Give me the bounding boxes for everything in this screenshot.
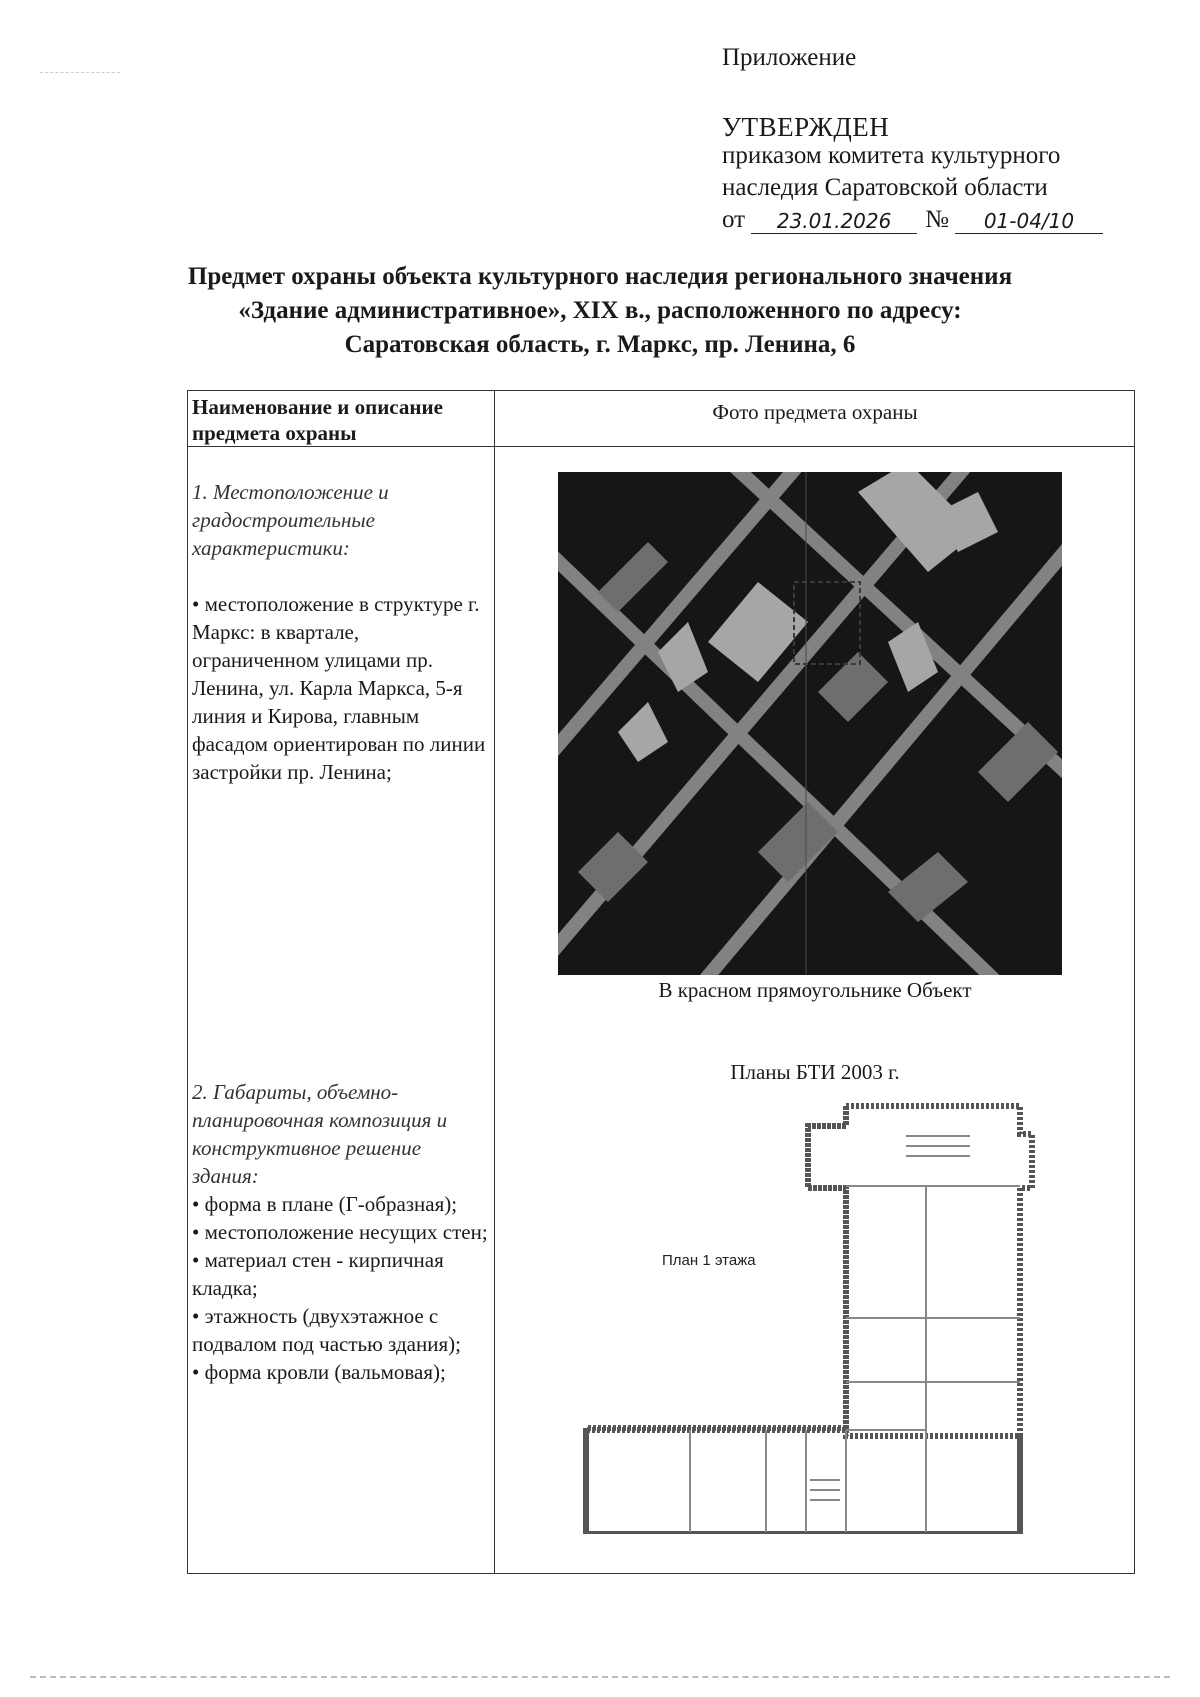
title-line-2: «Здание административное», XIX в., расположенного по адресу: bbox=[238, 297, 962, 324]
section-1-bullet: • местоположение в структуре г. Маркс: в квартале, ограниченном улицами пр. Ленина, ул. Карла Маркса, 5-я линия и Кирова, главным фасадом ориентирован по линии застройки пр. Ленина; bbox=[192, 590, 490, 786]
section-1-heading bbox=[192, 478, 490, 562]
title-line-3: Саратовская область, г. Маркс, пр. Ленина, 6 bbox=[344, 331, 856, 358]
section-2-heading-text: Габариты, объемно-планировочная композиция и конструктивное решение здания: bbox=[192, 1080, 448, 1188]
column-header-photo: Фото предмета охраны bbox=[712, 400, 918, 424]
section-2-number: 2. bbox=[192, 1080, 208, 1104]
section-1-colon: : bbox=[342, 536, 350, 560]
section-2-bullet-5: • форма кровли (вальмовая); bbox=[192, 1358, 490, 1386]
column-header-description: Наименование и описание предмета охраны bbox=[192, 395, 443, 445]
title-line-1: Предмет охраны объекта культурного наследия регионального значения bbox=[187, 263, 1013, 290]
table-column-rule bbox=[494, 390, 495, 1574]
table-header-rule bbox=[187, 446, 1135, 447]
section-2-bullet-2: • местоположение несущих стен; bbox=[192, 1218, 490, 1246]
section-1-number: 1. bbox=[192, 480, 208, 504]
handwritten-number: 01-04/10 bbox=[955, 209, 1103, 234]
scan-artifact bbox=[40, 72, 120, 73]
aerial-map-drawing bbox=[558, 472, 1062, 975]
section-1-description bbox=[192, 478, 490, 786]
section-2-bullet-3: • материал стен - кирпичная кладка; bbox=[192, 1246, 490, 1302]
plans-caption: Планы БТИ 2003 г. bbox=[730, 1060, 900, 1084]
order-line-1: приказом комитета культурного bbox=[722, 142, 1061, 169]
handwritten-date: 23.01.2026 bbox=[751, 209, 917, 234]
section-2-heading bbox=[192, 1078, 490, 1190]
document-title bbox=[130, 260, 1070, 362]
approved-label: УТВЕРЖДЕН bbox=[722, 112, 890, 142]
section-1-heading-text: Местоположение и градостроительные характеристики bbox=[192, 480, 389, 560]
order-date-number bbox=[722, 206, 1103, 234]
map-caption: В красном прямоугольнике Объект bbox=[658, 978, 972, 1002]
section-2-description bbox=[192, 1078, 490, 1386]
plan-label: План 1 этажа bbox=[662, 1252, 756, 1269]
aerial-map-photo bbox=[558, 472, 1062, 975]
floor-plan-svg bbox=[570, 1096, 1075, 1534]
appendix-label: Приложение bbox=[722, 44, 857, 71]
number-prefix: № bbox=[925, 206, 949, 233]
floor-plan-drawing bbox=[570, 1096, 1075, 1534]
order-line-2: наследия Саратовской области bbox=[722, 174, 1048, 201]
date-prefix: от bbox=[722, 206, 746, 233]
scan-footer-artifact bbox=[30, 1676, 1170, 1678]
section-2-bullet-1: • форма в плане (Г-образная); bbox=[192, 1190, 490, 1218]
section-2-bullet-4: • этажность (двухэтажное с подвалом под частью здания); bbox=[192, 1302, 490, 1358]
